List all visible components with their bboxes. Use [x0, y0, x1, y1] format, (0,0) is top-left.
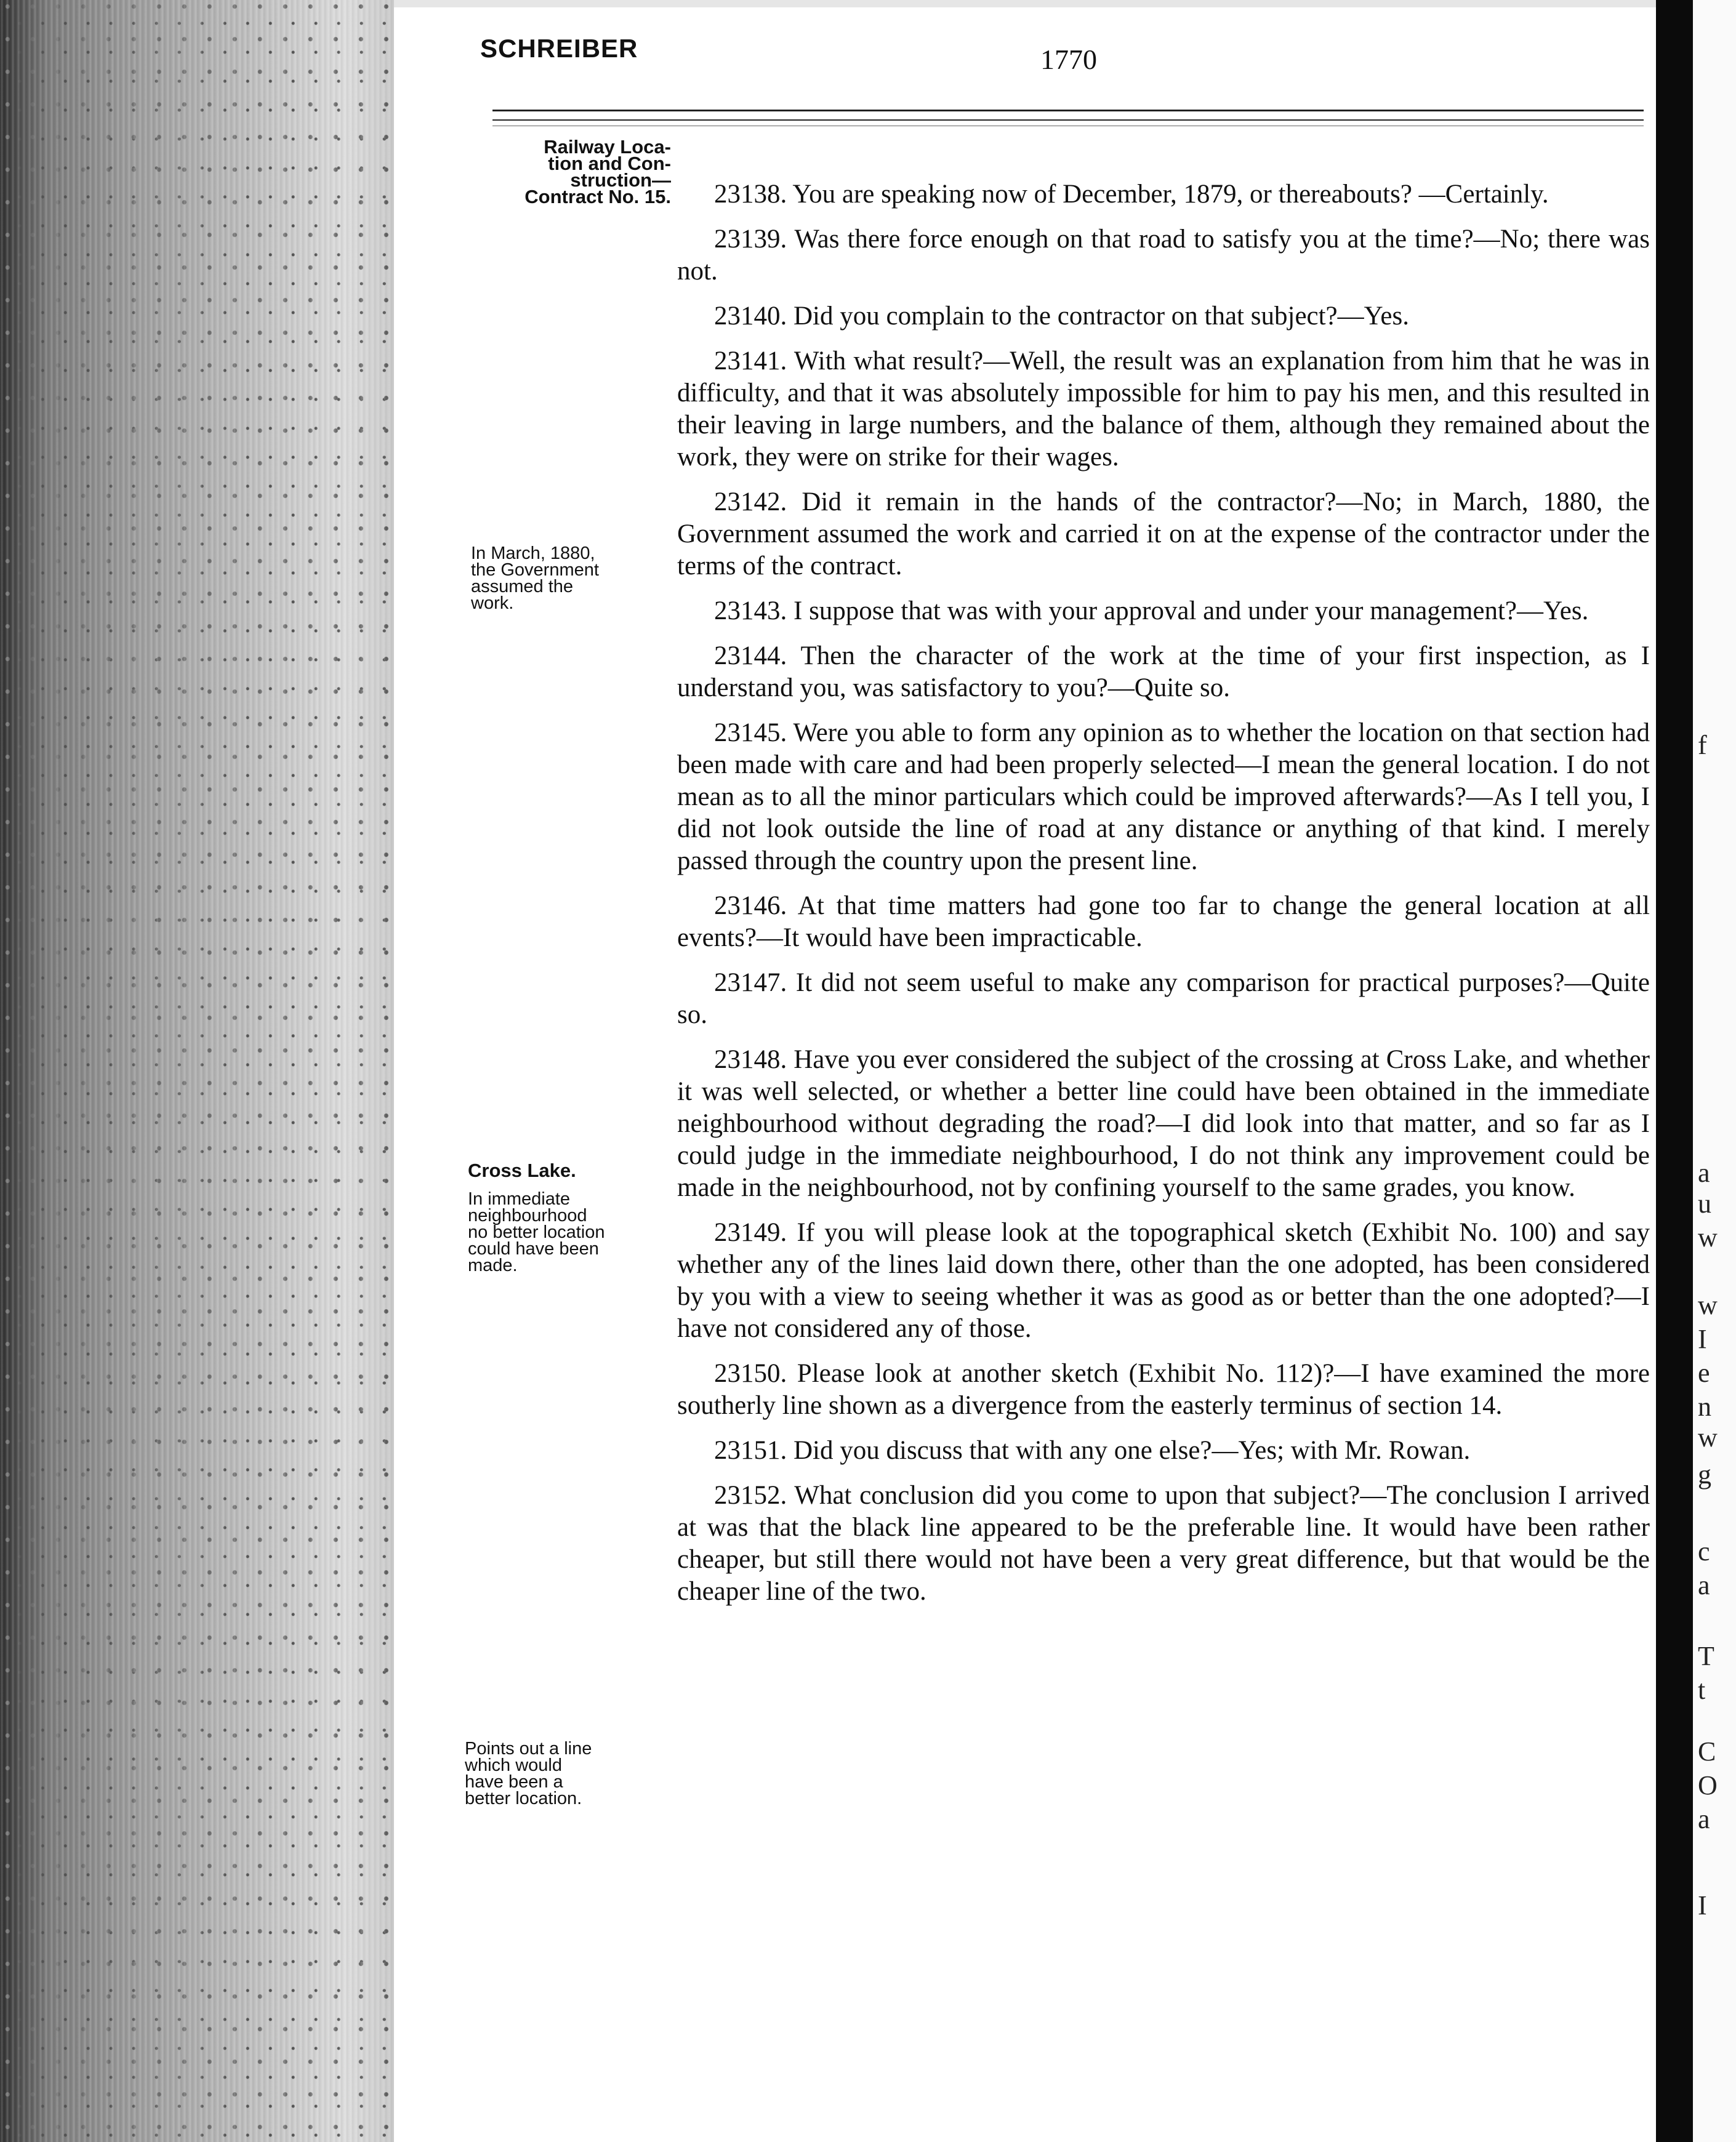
book-gutter: [1656, 0, 1693, 2142]
question-number: 23149.: [714, 1218, 787, 1247]
question-number: 23147.: [714, 968, 787, 997]
question-text: Then the character of the work at the time of your first inspection, as I understand you, was satisfactory to you?—Quite so.: [677, 641, 1650, 702]
testimony-body: [677, 178, 1650, 1621]
facing-page-fragment: I: [1698, 1324, 1707, 1354]
facing-page-fragment: T: [1698, 1641, 1714, 1671]
sidenote-line: assumed the: [471, 577, 574, 596]
sidenote-line: Contract No. 15.: [524, 186, 671, 207]
sidenote-line: Points out a line: [465, 1739, 592, 1759]
facing-page-fragment: C: [1698, 1736, 1716, 1767]
facing-page-fragment: a: [1698, 1804, 1710, 1834]
sidenote-line: struction—: [570, 169, 671, 191]
testimony-paragraph: [677, 890, 1650, 954]
top-scan-strip: [394, 0, 1656, 7]
sidenote-line: In immediate: [468, 1189, 571, 1209]
page-number: 1770: [1040, 44, 1097, 75]
testimony-paragraph: [677, 1044, 1650, 1204]
facing-page-fragment: w: [1698, 1290, 1718, 1320]
question-number: 23151.: [714, 1436, 787, 1465]
question-number: 23138.: [714, 180, 787, 209]
facing-page-fragment: e: [1698, 1358, 1710, 1388]
testimony-paragraph: [677, 1358, 1650, 1422]
facing-page-fragment: t: [1698, 1675, 1706, 1705]
testimony-paragraph: [677, 223, 1650, 287]
sidenote-points-out-line: [465, 1741, 668, 1807]
question-text: Did you complain to the contractor on that subject?—Yes.: [794, 302, 1409, 331]
question-text: I suppose that was with your approval and under your management?—Yes.: [794, 596, 1589, 625]
sidenote-line: In March, 1880,: [471, 544, 595, 563]
testimony-paragraph: [677, 345, 1650, 473]
facing-page-fragment: f: [1698, 730, 1707, 760]
question-text: At that time matters had gone too far to change the general location at all events?—It would have been impracticable.: [677, 891, 1650, 952]
testimony-paragraph: [677, 1480, 1650, 1608]
question-number: 23152.: [714, 1481, 787, 1510]
question-number: 23146.: [714, 891, 787, 920]
question-text: Were you able to form any opinion as to whether the location on that section had been made with care and had been properly selected—I mean the general location. I do not mean as to all the minor particulars which could be improved afterwards?—As I tell you, I did not look outside the line of road at any distance or anything of that kind. I merely passed through the country upon the present line.: [677, 718, 1650, 875]
facing-page-fragment: c: [1698, 1536, 1710, 1566]
facing-page-edge: [1693, 0, 1736, 2142]
testimony-paragraph: [677, 967, 1650, 1031]
sidenote-line: work.: [471, 593, 514, 613]
question-text: Was there force enough on that road to satisfy you at the time?—No; there was not.: [677, 225, 1650, 286]
sidenote-line: which would: [465, 1755, 562, 1775]
question-text: If you will please look at the topographical sketch (Exhibit No. 100) and say whether any of the lines laid down there, other than the one adopted, has been considered by you with a view to seeing whether it was as good as or better than the one adopted?—I have not considered any of those.: [677, 1218, 1650, 1343]
facing-page-fragment: O: [1698, 1770, 1718, 1800]
question-number: 23144.: [714, 641, 787, 670]
testimony-paragraph: [677, 1435, 1650, 1467]
facing-page-fragment: a: [1698, 1158, 1710, 1188]
question-text: With what result?—Well, the result was an explanation from him that he was in difficulty, and that it was absolutely impossible for him to pay his men, and this resulted in their leaving in large numbers, and the balance of them, although they remained about the work, they were on strike for their wages.: [677, 347, 1650, 471]
testimony-paragraph: [677, 717, 1650, 877]
sidenote-line: could have been: [468, 1239, 599, 1259]
testimony-paragraph: [677, 486, 1650, 582]
facing-page-fragment: u: [1698, 1189, 1711, 1219]
sidenote-march-1880: [471, 545, 674, 612]
book-page-edges: [0, 0, 394, 2142]
question-text: Have you ever considered the subject of the crossing at Cross Lake, and whether it was well selected, or whether a better line could have been obtained in the immediate neighbourhood without degrading the road?—I did look into that matter, and so far as I could judge in the immediate neighbourhood, I do not think any improvement could be made in the neighbourhood, not by confining yourself to the same grades, you know.: [677, 1045, 1650, 1202]
facing-page-fragment: I: [1698, 1890, 1707, 1920]
sidenote-line: better location.: [465, 1789, 582, 1808]
facing-page-fragment: g: [1698, 1459, 1711, 1490]
question-text: You are speaking now of December, 1879, or thereabouts? —Certainly.: [792, 180, 1549, 209]
question-text: Please look at another sketch (Exhibit No. 112)?—I have examined the more southerly line shown as a divergence from the easterly terminus of section 14.: [677, 1359, 1650, 1420]
sidenote-line: neighbourhood: [468, 1206, 587, 1225]
sidenote-line: tion and Con-: [548, 153, 671, 174]
testimony-paragraph: [677, 640, 1650, 704]
sidenote-railway-location: [468, 138, 671, 205]
facing-page-fragment: w: [1698, 1222, 1718, 1253]
testimony-paragraph: [677, 1217, 1650, 1345]
question-text: It did not seem useful to make any comparison for practical purposes?—Quite so.: [677, 968, 1650, 1029]
sidenote-line: Cross Lake.: [468, 1160, 576, 1181]
question-text: What conclusion did you come to upon that subject?—The conclusion I arrived at was that the black line appeared to be the preferable line. It would have been rather cheaper, but still there would not have been a very great difference, but that would be the cheaper line of the two.: [677, 1481, 1650, 1606]
sidenote-line: have been a: [465, 1772, 563, 1792]
testimony-paragraph: [677, 595, 1650, 627]
question-number: 23143.: [714, 596, 787, 625]
question-number: 23150.: [714, 1359, 787, 1388]
question-text: Did you discuss that with any one else?—Yes; with Mr. Rowan.: [794, 1436, 1471, 1465]
sidenote-line: no better location: [468, 1222, 605, 1242]
question-number: 23139.: [714, 225, 787, 254]
facing-page-fragment: n: [1698, 1392, 1711, 1422]
sidenote-cross-lake-title: [468, 1162, 671, 1179]
facing-page-fragment: a: [1698, 1570, 1710, 1600]
question-number: 23148.: [714, 1045, 787, 1074]
running-head: SCHREIBER: [480, 34, 638, 63]
question-number: 23140.: [714, 302, 787, 331]
facing-page-fragment: w: [1698, 1422, 1718, 1453]
testimony-paragraph: [677, 178, 1650, 211]
page-edge-shadow: [345, 0, 394, 2142]
header-rule: [492, 110, 1644, 111]
question-number: 23145.: [714, 718, 787, 747]
sidenote-cross-lake: [468, 1191, 671, 1274]
question-text: Did it remain in the hands of the contractor?—No; in March, 1880, the Government assumed the work and carried it on at the expense of the contractor under the terms of the contract.: [677, 487, 1650, 580]
sidenote-line: the Government: [471, 560, 599, 580]
sidenote-line: made.: [468, 1256, 518, 1275]
question-number: 23142.: [714, 487, 787, 516]
header-rule: [492, 119, 1644, 121]
sidenote-line: Railway Loca-: [544, 136, 671, 158]
question-number: 23141.: [714, 347, 787, 375]
testimony-paragraph: [677, 300, 1650, 332]
